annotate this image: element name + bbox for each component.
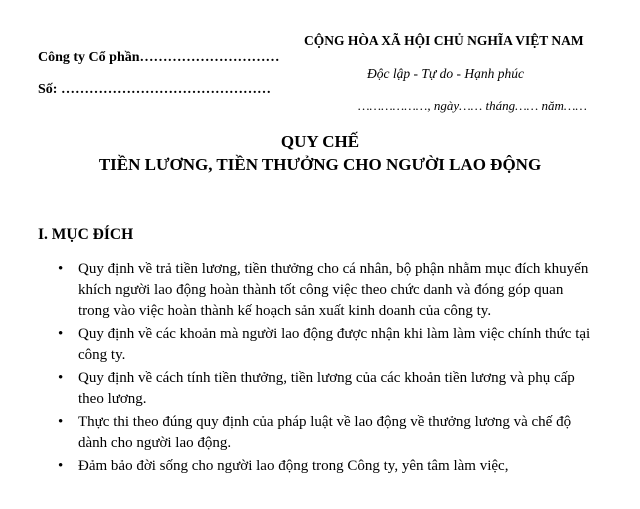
list-item-text: Quy định về trả tiền lương, tiền thưởng cho cá nhân, bộ phận nhằm mục đích khuyến khích người lao động hoàn thành tốt công việc theo chức danh và đóng góp quan trong vào việc hoàn thành kế hoạch sản xuất kinh doanh của công ty. [78,261,589,319]
list-item [58,324,598,366]
list-item [58,412,598,454]
national-motto: Độc lập - Tự do - Hạnh phúc [367,66,524,81]
date-line: ………………, ngày…… tháng…… năm…… [358,98,587,113]
bullet-icon: • [58,414,64,430]
document-number-line: Số: ……………………………………… [38,82,271,97]
purpose-bullet-list [58,259,598,479]
list-item [58,368,598,410]
document-subtitle: TIỀN LƯƠNG, TIỀN THƯỞNG CHO NGƯỜI LAO ĐỘNG [98,155,542,174]
list-item [58,259,598,322]
document-title: QUY CHẾ [280,132,360,151]
company-name-line: Công ty Cổ phần………………………… [38,50,280,65]
bullet-icon: • [58,370,64,386]
section-heading-purpose: I. MỤC ĐÍCH [38,226,134,243]
national-title: CỘNG HÒA XÃ HỘI CHỦ NGHĨA VIỆT NAM [304,33,584,48]
list-item-text: Quy định về cách tính tiền thưởng, tiền lương của các khoản tiền lương và phụ cấp theo lương. [78,370,575,407]
bullet-icon: • [58,326,64,342]
bullet-icon: • [58,261,64,277]
list-item-text: Đảm bảo đời sống cho người lao động trong Công ty, yên tâm làm việc, [78,458,509,474]
bullet-icon: • [58,458,64,474]
list-item-text: Quy định về các khoản mà người lao động được nhận khi làm làm việc chính thức tại công ty. [78,326,591,363]
list-item [58,456,598,477]
list-item-text: Thực thi theo đúng quy định của pháp luật về lao động về thưởng lương và chế độ dành cho người lao động. [78,414,572,451]
